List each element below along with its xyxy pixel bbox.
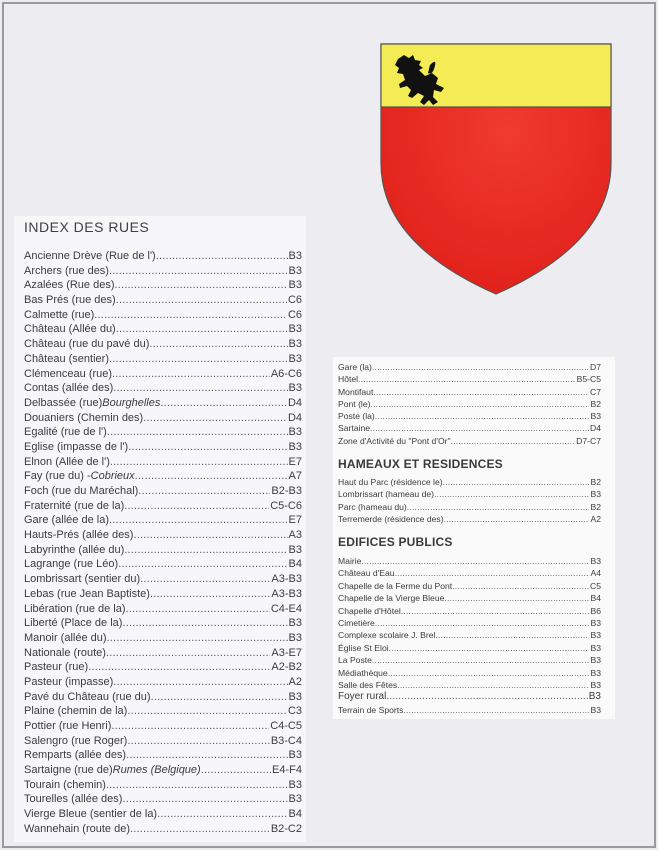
street-row [24,631,302,646]
leader-dots [370,398,589,410]
leader-dots [388,667,590,679]
street-row [24,616,302,631]
street-row-name: Clémenceau (rue) [24,367,113,380]
place-row [338,361,601,373]
place-row-name: Gare (la) [338,362,372,372]
public-building-row-grid-ref: B6 [590,605,601,616]
leader-dots [386,691,587,703]
public-building-row-name: La Poste [338,655,372,666]
leader-dots [373,386,589,398]
leader-dots [113,675,287,690]
street-row-grid-ref: B3 [288,543,302,556]
street-row-grid-ref: B3 [288,631,302,644]
street-row-name: Château (rue du pavé du) [24,338,150,351]
hamlets-heading: HAMEAUX ET RESIDENCES [338,457,503,471]
public-building-row-name: Terrain de Sports [338,704,404,715]
street-row-grid-ref: A3-B3 [271,587,302,600]
leader-dots [372,654,590,666]
street-row-grid-ref: B3-C4 [270,734,302,747]
leader-dots [138,484,270,499]
street-row-name: Gare (allée de la) [24,514,109,527]
street-list [24,249,302,837]
street-row-name: Pavé du Château (rue du) [24,690,151,703]
leader-dots [116,322,288,337]
street-row-grid-ref: B3 [288,749,302,762]
places-list [338,361,601,447]
place-row-grid-ref: B5-C5 [576,374,601,385]
street-row-grid-ref: B3 [288,778,302,791]
street-row [24,763,302,778]
place-row [338,373,601,385]
street-row-grid-ref: B3 [288,382,302,395]
leader-dots [107,425,288,440]
street-row-grid-ref: B3 [288,352,302,365]
street-row [24,660,302,675]
place-row-name: Zone d'Activité du "Pont d'Or" [338,435,451,446]
street-row [24,367,302,382]
place-row-grid-ref: C7 [590,386,601,397]
leader-dots [106,646,270,661]
public-building-row [338,691,601,703]
street-row-grid-ref: A2 [288,675,302,688]
street-row-name: Ancienne Drève (Rue de l') [24,250,156,262]
public-building-row-name: Foyer rural [338,691,387,703]
street-row-grid-ref: B3 [288,279,302,292]
street-row-name: Eglise (impasse de l') [24,440,129,453]
street-row-grid-ref: B3 [288,426,302,439]
leader-dots [372,361,589,373]
leader-dots [106,778,288,793]
public-building-row-grid-ref: B3 [588,691,601,703]
leader-dots [444,592,589,604]
leader-dots [444,513,590,525]
leader-dots [150,587,270,602]
street-row-name: Tourelles (allée des) [24,793,123,806]
street-row-name: Salengro (rue Roger) [24,734,128,747]
street-row [24,690,302,705]
street-row-name: Contas (allée des) [24,382,114,395]
public-building-row-name: Chapelle d'Hôtel [338,605,401,616]
public-buildings-heading: EDIFICES PUBLICS [338,535,453,549]
street-row-grid-ref: C5-C6 [270,499,302,512]
leader-dots [157,807,287,822]
public-building-row-name: Complexe scolaire J. Brel [338,630,436,641]
street-row [24,278,302,293]
street-row-name: Archers (rue des) [24,264,109,277]
public-building-row-grid-ref: B3 [590,617,601,628]
hamlet-row-grid-ref: B2 [590,501,601,512]
coat-of-arms [380,43,612,295]
street-row-grid-ref: A3-E7 [271,646,302,659]
leader-dots [451,435,576,447]
street-row-name: Manoir (allée du) [24,631,107,644]
public-building-row-grid-ref: B3 [590,679,601,690]
street-row-grid-ref: B4 [288,808,302,821]
street-row [24,440,302,455]
public-building-row-grid-ref: B3 [590,630,601,641]
public-building-row-name: Salle des Fêtes [338,679,398,690]
public-building-row-name: Chapelle de la Ferme du Pont [338,580,453,591]
leader-dots [403,704,589,716]
street-row [24,249,302,264]
street-row-grid-ref: B3 [288,793,302,806]
street-row [24,572,302,587]
street-row [24,704,302,719]
leader-dots [126,748,287,763]
leader-dots [126,602,270,617]
street-row [24,425,302,440]
leader-dots [370,422,589,434]
street-row [24,587,302,602]
hamlet-row [338,488,601,500]
public-building-row [338,654,601,666]
leader-dots [133,528,287,543]
hamlet-row-name: Lombrissart (hameau de) [338,489,435,500]
street-row [24,396,302,411]
hamlet-row-name: Terremerde (résidence des) [338,513,444,524]
leader-dots [107,631,288,646]
street-row [24,322,302,337]
street-row-grid-ref: C4-C5 [270,720,302,732]
street-row [24,748,302,763]
street-row [24,352,302,367]
street-row-name: Calmette (rue) [24,308,95,321]
street-row-name: Château (Allée du) [24,323,116,336]
public-building-row-name: Château d'Eau [338,568,395,579]
public-building-row [338,617,601,629]
street-row-commune: Cobrieux [90,470,135,483]
public-building-row [338,605,601,617]
street-row-grid-ref: D4 [287,396,302,409]
place-row-name: Hôtel [338,374,359,385]
public-building-row-grid-ref: B3 [590,667,601,678]
leader-dots [389,642,590,654]
public-building-row-grid-ref: B3 [590,556,601,566]
public-building-row [338,642,601,654]
place-row-grid-ref: D7 [590,362,601,372]
leader-dots [88,660,270,675]
street-row-name: Elnon (Allée de l') [24,455,110,468]
leader-dots [435,629,589,641]
hamlets-list [338,476,601,525]
street-row [24,557,302,572]
street-row-grid-ref: A7 [288,470,302,483]
public-building-row [338,629,601,641]
street-row-name: Wannehain (route de) [24,822,130,835]
street-row-grid-ref: B3 [288,264,302,277]
leader-dots [111,719,269,734]
leader-dots [124,543,287,558]
public-building-row [338,679,601,691]
street-row-grid-ref: E7 [288,455,302,468]
street-row [24,411,302,426]
leader-dots [113,381,287,396]
street-row [24,381,302,396]
street-row-grid-ref: D4 [287,411,302,424]
street-row-grid-ref: A3 [288,529,302,542]
street-row-grid-ref: B3 [288,338,302,351]
public-building-row [338,704,601,716]
street-row-name: Pasteur (impasse) [24,675,114,688]
place-row [338,410,601,422]
street-row-name: Tourain (chemin) [24,778,106,791]
street-row [24,734,302,749]
public-building-row [338,667,601,679]
public-building-row [338,555,601,567]
street-row [24,675,302,690]
street-row-name: Lombrissart (sentier du) [24,573,141,586]
leader-dots [124,499,269,514]
leader-dots [110,455,288,470]
place-row-grid-ref: D4 [590,423,601,434]
street-row-grid-ref: E4-F4 [272,764,302,777]
leader-dots [135,469,288,484]
place-row-grid-ref: B2 [590,398,601,409]
hamlet-row [338,513,601,525]
public-building-row-name: Cimetière [338,617,375,628]
leader-dots [94,308,287,323]
leader-dots [151,690,288,705]
street-row [24,293,302,308]
street-row-grid-ref: B2-B3 [271,485,302,497]
leader-dots [407,501,590,513]
street-row [24,484,302,499]
leader-dots [127,734,269,749]
hamlet-row-name: Parc (hameau du) [338,501,407,512]
street-row [24,543,302,558]
street-row [24,719,302,734]
street-row-grid-ref: B3 [288,440,302,453]
hamlet-row-name: Haut du Parc (résidence le) [338,477,443,487]
street-row-name: Fay (rue du) - [24,470,91,483]
hamlet-row [338,501,601,513]
public-building-row-name: Médiathèque [338,667,388,678]
street-row [24,455,302,470]
street-row-name: Pottier (rue Henri) [24,720,112,732]
street-row-grid-ref: B3 [288,323,302,336]
street-row-name: Egalité (rue de l') [24,426,107,439]
public-building-row-grid-ref: A4 [590,568,601,579]
street-row-grid-ref: A2-B2 [271,661,302,674]
leader-dots [109,352,288,367]
street-row-grid-ref: B3 [288,617,302,630]
street-row-commune: Bourghelles [102,396,161,409]
street-row-grid-ref: C6 [287,294,302,307]
street-row-name: Libération (rue de la) [24,602,126,615]
public-buildings-list [338,555,601,716]
place-row-name: Sartaine [338,423,371,434]
leader-dots [156,249,288,264]
public-building-row-grid-ref: B3 [590,642,601,653]
street-row-name: Douaniers (Chemin des) [24,411,144,424]
street-row-name: Labyrinthe (allée du) [24,543,125,556]
hamlet-row [338,476,601,488]
leader-dots [149,337,287,352]
place-row-name: Poste (la) [338,411,375,422]
public-building-row-name: Mairie [338,556,362,566]
leader-dots [358,373,576,385]
leader-dots [112,367,270,382]
place-row-grid-ref: D7-C7 [576,435,601,446]
street-row [24,264,302,279]
place-row-name: Montifaut [338,386,374,397]
street-row-name: Plaine (chemin de la) [24,705,128,718]
place-row-name: Pont (le) [338,398,371,409]
leader-dots [128,440,287,455]
street-row-grid-ref: C6 [287,308,302,321]
street-row-commune: Rumes (Belgique) [112,764,201,777]
public-building-row-grid-ref: B3 [590,655,601,666]
leader-dots [397,679,589,691]
street-row-name: Pasteur (rue) [24,661,89,674]
street-row [24,513,302,528]
street-row-name: Nationale (route) [24,646,106,659]
street-row-name: Hauts-Prés (allée des) [24,529,134,542]
leader-dots [160,396,287,411]
street-row-name: Delbassée (rue) [24,396,103,409]
street-row-grid-ref: B2-C2 [270,822,302,835]
street-row-grid-ref: A3-B3 [271,573,302,586]
street-row [24,822,302,837]
public-building-row [338,592,601,604]
leader-dots [122,616,287,631]
street-row [24,807,302,822]
leader-dots [130,822,270,837]
street-row-name: Sartaigne (rue de) [24,764,113,777]
place-row [338,435,601,447]
place-row [338,422,601,434]
place-row [338,386,601,398]
street-row [24,528,302,543]
leader-dots [452,580,589,592]
street-row [24,308,302,323]
street-row-grid-ref: E7 [288,514,302,527]
street-row-name: Remparts (allée des) [24,749,127,762]
street-row-grid-ref: B3 [288,250,302,262]
street-row-name: Azalées (Rue des) [24,279,115,292]
street-row-name: Lebas (rue Jean Baptiste) [24,587,150,600]
street-row-name: Liberté (Place de la) [24,617,123,630]
leader-dots [361,555,589,567]
street-row-grid-ref: A6-C6 [270,367,302,380]
leader-dots [118,557,287,572]
street-row-name: Bas Prés (rue des) [24,294,116,307]
leader-dots [434,488,589,500]
street-row-name: Vierge Bleue (sentier de la) [24,808,158,821]
street-row-name: Lagrange (rue Léo) [24,558,119,571]
street-row-name: Foch (rue du Maréchal) [24,485,139,497]
leader-dots [401,605,590,617]
street-row-grid-ref: C4-E4 [270,602,302,615]
street-row [24,602,302,617]
street-row-name: Château (sentier) [24,352,109,365]
street-row [24,469,302,484]
index-title: INDEX DES RUES [24,219,150,235]
street-row-grid-ref: B4 [288,558,302,571]
street-row [24,499,302,514]
street-row-grid-ref: B3 [288,690,302,703]
leader-dots [109,513,288,528]
public-building-row-name: Chapelle de la Vierge Bleue [338,593,445,604]
leader-dots [443,476,590,488]
leader-dots [375,410,590,422]
public-building-row [338,567,601,579]
leader-dots [201,763,271,778]
public-building-row-grid-ref: B3 [590,704,601,715]
leader-dots [116,293,287,308]
leader-dots [375,617,590,629]
hamlet-row-grid-ref: A2 [590,513,601,524]
place-row [338,398,601,410]
street-row-grid-ref: C3 [287,705,302,718]
street-row [24,778,302,793]
street-row [24,792,302,807]
place-row-grid-ref: B3 [590,411,601,422]
leader-dots [115,278,288,293]
public-building-row-grid-ref: C5 [590,580,601,591]
public-building-row-name: Église St Eloi [338,642,389,653]
leader-dots [122,792,287,807]
hamlet-row-grid-ref: B3 [590,489,601,500]
public-building-row [338,580,601,592]
hamlet-row-grid-ref: B2 [590,477,601,487]
street-row-name: Fraternité (rue de la) [24,499,125,512]
leader-dots [395,567,590,579]
leader-dots [127,704,287,719]
shield-icon [380,43,612,295]
public-building-row-grid-ref: B4 [590,593,601,604]
leader-dots [143,411,287,426]
leader-dots [140,572,270,587]
street-row [24,337,302,352]
leader-dots [109,264,288,279]
street-row [24,646,302,661]
